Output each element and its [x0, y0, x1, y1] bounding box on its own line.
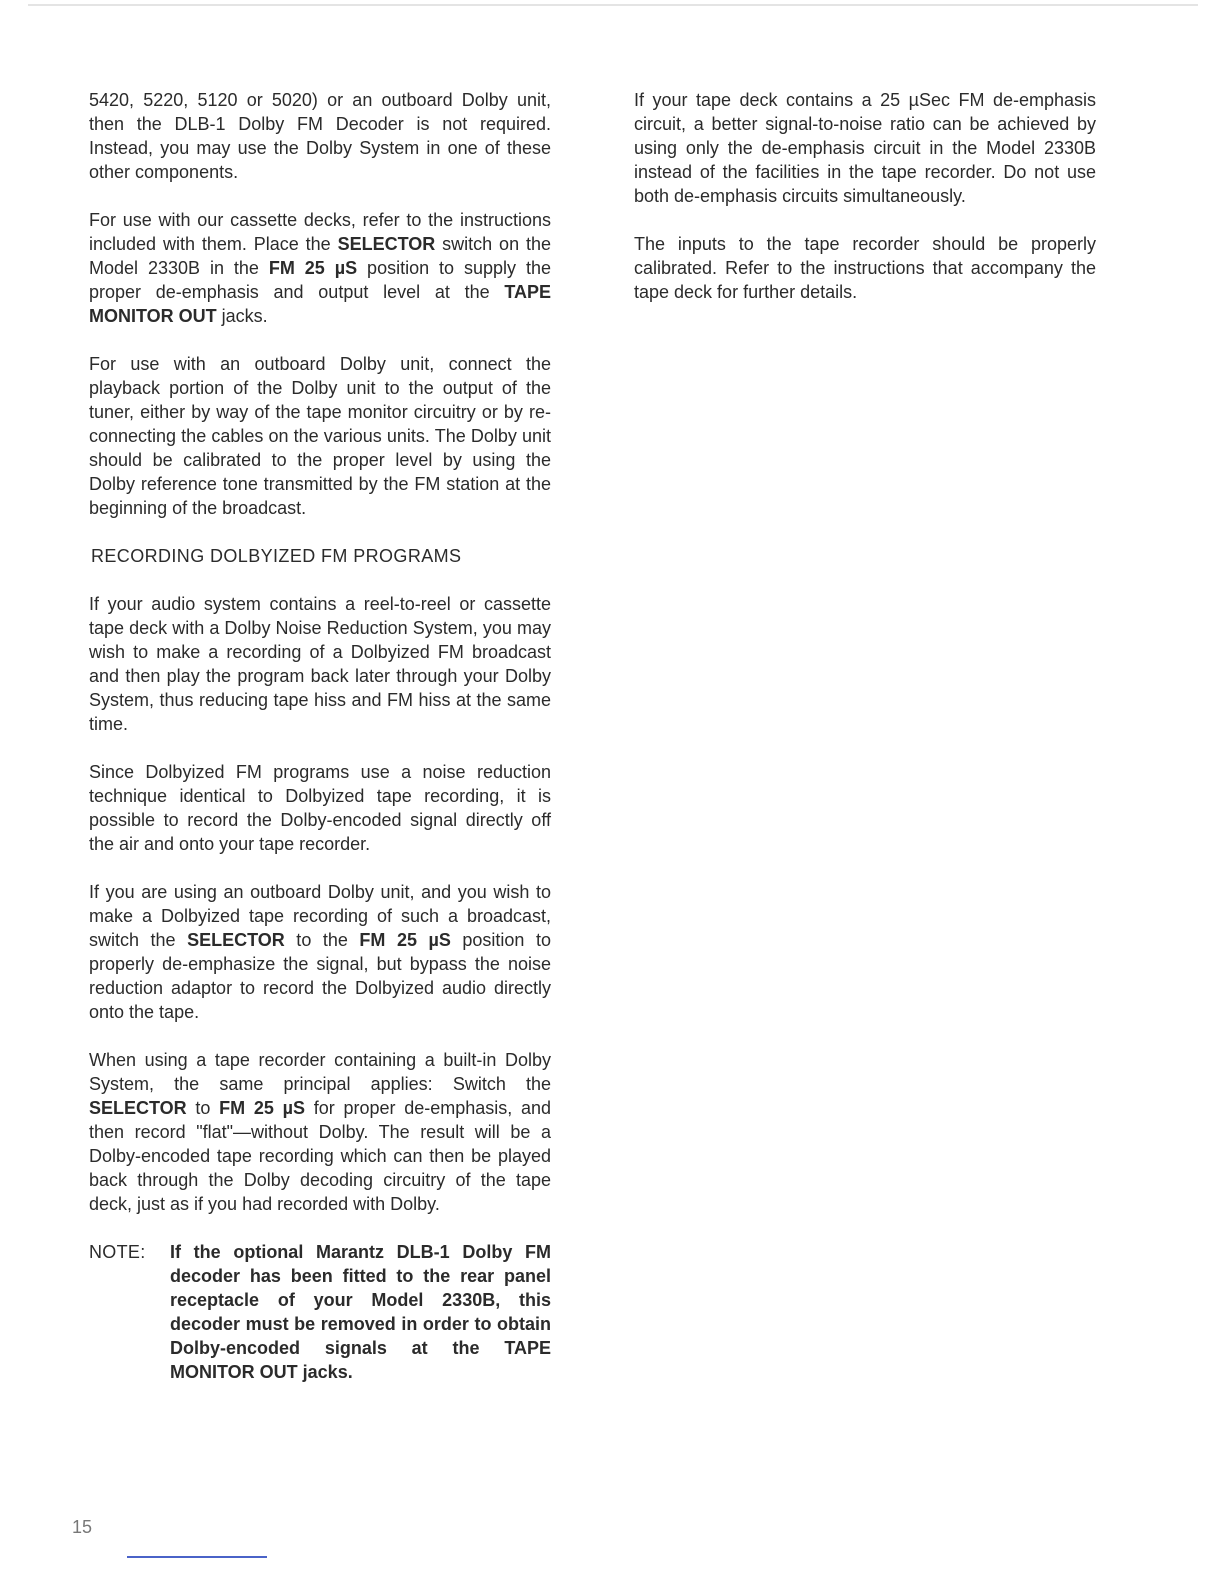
paragraph-text: Since Dolbyized FM programs use a noise reduction technique identical to Dolbyized tape recording, it is possible to record the Dolby-encoded signal directly off the air and onto your tape recorder. — [89, 762, 551, 854]
paragraph-dolby-components — [89, 88, 551, 184]
paragraph-text: for proper de-emphasis, and then record "flat"—without Dolby. The result will be a Dolby-encoded tape recording which can then be played back through the Dolby decoding circuitry of the tape deck, just as if you had recorded with Dolby. — [89, 1098, 552, 1214]
selector-term: SELECTOR — [187, 930, 285, 950]
paragraph-outboard-dolby — [89, 352, 551, 520]
paragraph-text: If you are using an outboard Dolby unit, and you wish to make a Dolbyized tape recording of such a broadcast, switch the — [89, 882, 551, 950]
fm-25-term: FM 25 µS — [359, 930, 451, 950]
paragraph-text: The inputs to the tape recorder should be properly calibrated. Refer to the instructions that accompany the tape deck for further details. — [634, 234, 1096, 302]
tape-monitor-out-term: TAPE MONITOR OUT — [89, 282, 551, 326]
left-column — [89, 88, 551, 1384]
paragraph-audio-system — [89, 592, 551, 736]
paragraph-text: position to properly de-emphasize the signal, but bypass the noise reduction adaptor to record the Dolbyized audio directly onto the tape. — [89, 930, 551, 1022]
paragraph-noise-reduction — [89, 760, 551, 856]
paragraph-text: jacks. — [216, 306, 268, 326]
selector-term: SELECTOR — [337, 234, 436, 254]
note-block — [89, 1240, 551, 1384]
paragraph-cassette-decks — [89, 208, 551, 328]
paragraph-calibration — [634, 232, 1096, 304]
paragraph-text: to the — [284, 930, 360, 950]
paragraph-deemphasis-circuit — [634, 88, 1096, 208]
paragraph-text: If your audio system contains a reel-to-reel or cassette tape deck with a Dolby Noise Reduction System, you may wish to make a recording of a Dolbyized FM broadcast and then play the program back later through your Dolby System, thus reducing tape hiss and FM hiss at the same time. — [89, 594, 551, 734]
page-number: 15 — [72, 1517, 93, 1537]
note-text: If the optional Marantz DLB-1 Dolby FM decoder has been fitted to the rear panel receptacle of your Model 2330B, this decoder must be removed in order to obtain Dolby-encoded signals at the TAPE MONITOR OUT jacks. — [170, 1242, 551, 1382]
bottom-edge-mark — [127, 1556, 267, 1558]
right-column — [634, 88, 1096, 328]
paragraph-text: to — [186, 1098, 220, 1118]
paragraph-text: For use with an outboard Dolby unit, connect the playback portion of the Dolby unit to the output of the tuner, either by way of the tape monitor circuitry or by re-connecting the cables on the various units. The Dolby unit should be calibrated to the proper level by using the Dolby reference tone transmitted by the FM station at the beginning of the broadcast. — [89, 354, 551, 518]
paragraph-text: If your tape deck contains a 25 µSec FM de-emphasis circuit, a better signal-to-noise ratio can be achieved by using only the de-emphasis circuit in the Model 2330B instead of the facilities in the tape recorder. Do not use both de-emphasis circuits simultaneously. — [634, 90, 1096, 206]
paragraph-text: For use with our cassette decks, refer to the instructions included with them. Place the — [89, 210, 551, 254]
top-edge-rule — [28, 4, 1198, 6]
selector-term: SELECTOR — [89, 1098, 187, 1118]
paragraph-text: position to supply the proper de-emphasis and output level at the — [89, 258, 551, 302]
paragraph-text: 5420, 5220, 5120 or 5020) or an outboard Dolby unit, then the DLB-1 Dolby FM Decoder is not required. Instead, you may use the Dolby System in one of these other components. — [89, 90, 551, 182]
fm-25-term: FM 25 µS — [268, 258, 358, 278]
section-heading: RECORDING DOLBYIZED FM PROGRAMS — [91, 546, 462, 566]
paragraph-text: switch on the Model 2330B in the — [89, 234, 551, 278]
paragraph-text: When using a tape recorder containing a built-in Dolby System, the same principal applies: Switch the — [89, 1050, 551, 1094]
paragraph-built-in-dolby — [89, 1048, 551, 1216]
note-label: NOTE: — [89, 1242, 146, 1262]
fm-25-term: FM 25 µS — [219, 1098, 305, 1118]
paragraph-outboard-recording — [89, 880, 551, 1024]
